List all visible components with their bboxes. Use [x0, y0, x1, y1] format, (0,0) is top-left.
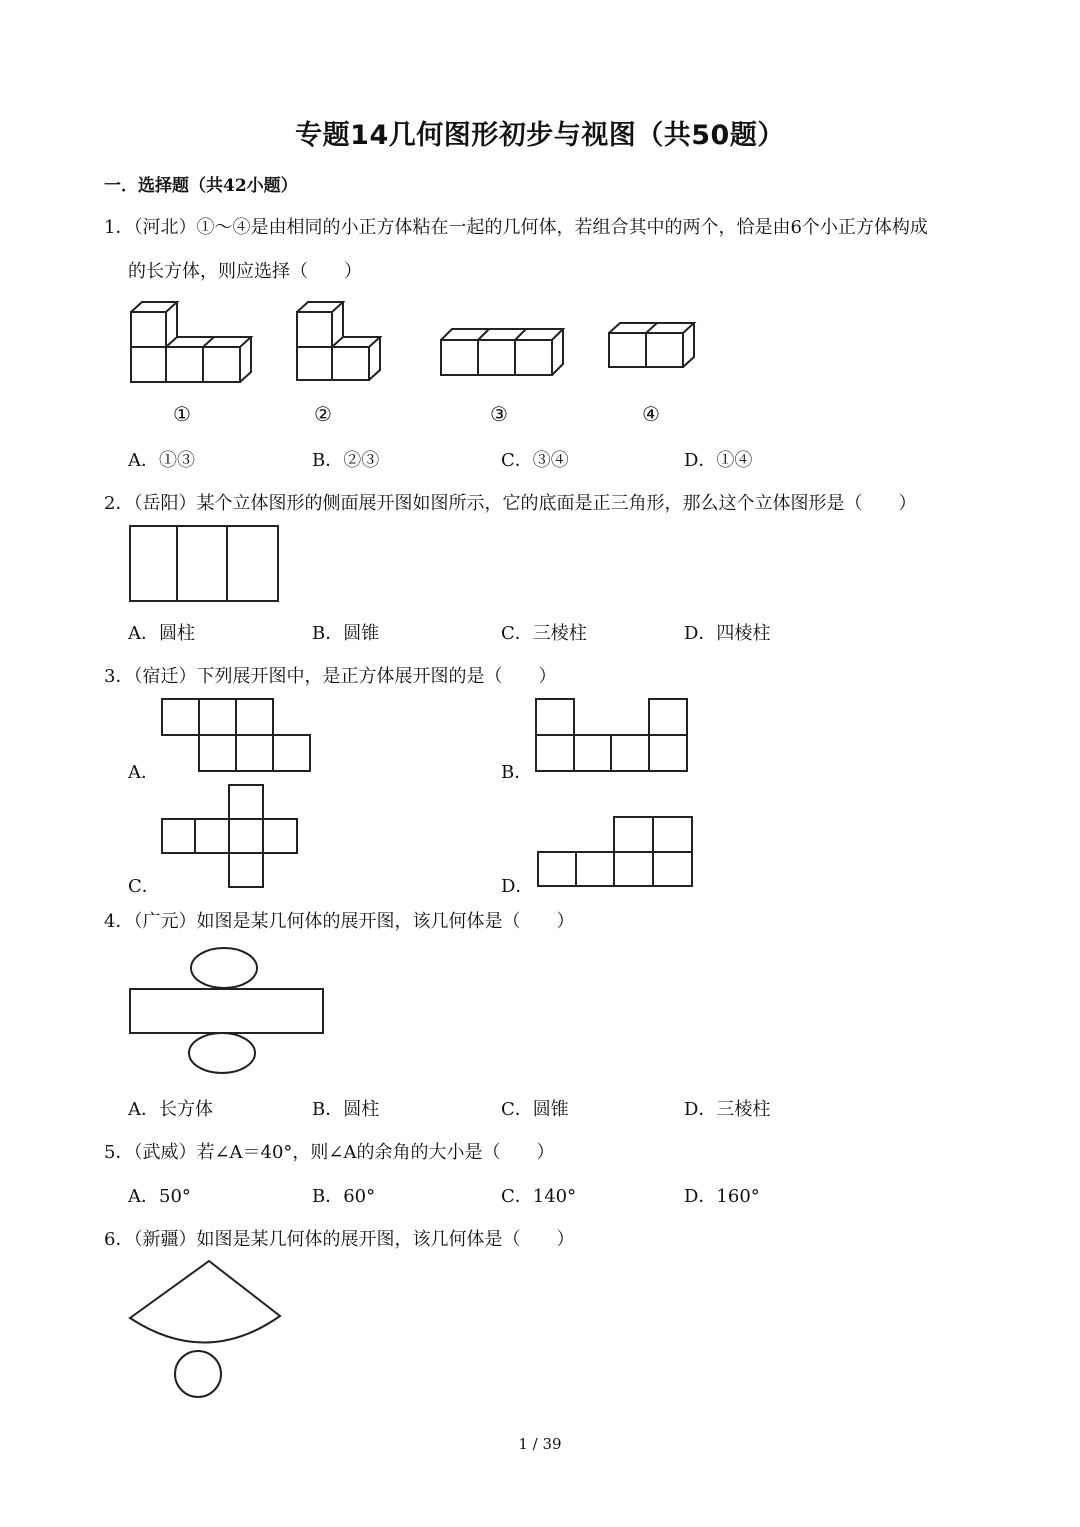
q3-option-c[interactable]: C．	[128, 876, 160, 897]
q1-option-d[interactable]: D．①④	[684, 450, 753, 471]
question-5-text: 5．（武威）若∠A＝40°，则∠A的余角的大小是（ ）	[104, 1142, 555, 1163]
q1-figure-3-label: ③	[490, 402, 508, 426]
q2-figure-net	[128, 524, 280, 604]
q1-option-c[interactable]: C．③④	[501, 450, 569, 471]
q3-option-d[interactable]: D．	[501, 876, 534, 897]
question-6-text: 6．（新疆）如图是某几何体的展开图，该几何体是（ ）	[104, 1229, 575, 1250]
q3-net-b	[534, 697, 690, 773]
q4-option-b[interactable]: B．圆柱	[312, 1099, 380, 1120]
q2-option-b[interactable]: B．圆锥	[312, 623, 380, 644]
q1-figure-1	[128, 298, 260, 388]
q1-option-a[interactable]: A．①③	[128, 450, 195, 471]
q4-figure-net	[128, 946, 326, 1076]
q3-net-c	[160, 783, 300, 889]
q3-net-d	[536, 815, 696, 889]
page-number: 1 / 39	[518, 1435, 562, 1453]
question-1-line-2: 的长方体，则应选择（ ）	[128, 261, 362, 282]
q6-figure-net	[128, 1258, 284, 1400]
question-1-line-1: 1．（河北）①～④是由相同的小正方体粘在一起的几何体，若组合其中的两个，恰是由6个小正方体构成	[104, 217, 928, 238]
q1-figure-2-label: ②	[314, 402, 332, 426]
q2-option-a[interactable]: A．圆柱	[128, 623, 195, 644]
q4-option-a[interactable]: A．长方体	[128, 1099, 213, 1120]
q2-option-d[interactable]: D．四棱柱	[684, 623, 771, 644]
q1-figure-4	[606, 320, 700, 370]
page-title: 专题14几何图形初步与视图（共50题）	[295, 120, 785, 151]
q5-option-d[interactable]: D．160°	[684, 1186, 760, 1207]
question-4-text: 4．（广元）如图是某几何体的展开图，该几何体是（ ）	[104, 911, 575, 932]
q1-figure-2	[294, 298, 386, 384]
q5-option-c[interactable]: C．140°	[501, 1186, 577, 1207]
q1-figure-3	[438, 326, 570, 378]
q1-option-b[interactable]: B．②③	[312, 450, 380, 471]
question-2-text: 2．（岳阳）某个立体图形的侧面展开图如图所示，它的底面是正三角形，那么这个立体图形是（ ）	[104, 493, 917, 514]
section-heading: 一．选择题（共42小题）	[104, 176, 298, 196]
q5-option-a[interactable]: A．50°	[128, 1186, 191, 1207]
q5-option-b[interactable]: B．60°	[312, 1186, 376, 1207]
q2-option-c[interactable]: C．三棱柱	[501, 623, 587, 644]
q1-figure-1-label: ①	[173, 402, 191, 426]
q3-option-b[interactable]: B．	[501, 762, 533, 783]
q4-option-d[interactable]: D．三棱柱	[684, 1099, 771, 1120]
q3-option-a[interactable]: A．	[128, 762, 159, 783]
q4-option-c[interactable]: C．圆锥	[501, 1099, 569, 1120]
q1-figure-4-label: ④	[642, 402, 660, 426]
question-3-text: 3．（宿迁）下列展开图中，是正方体展开图的是（ ）	[104, 666, 557, 687]
q3-net-a	[160, 697, 312, 773]
